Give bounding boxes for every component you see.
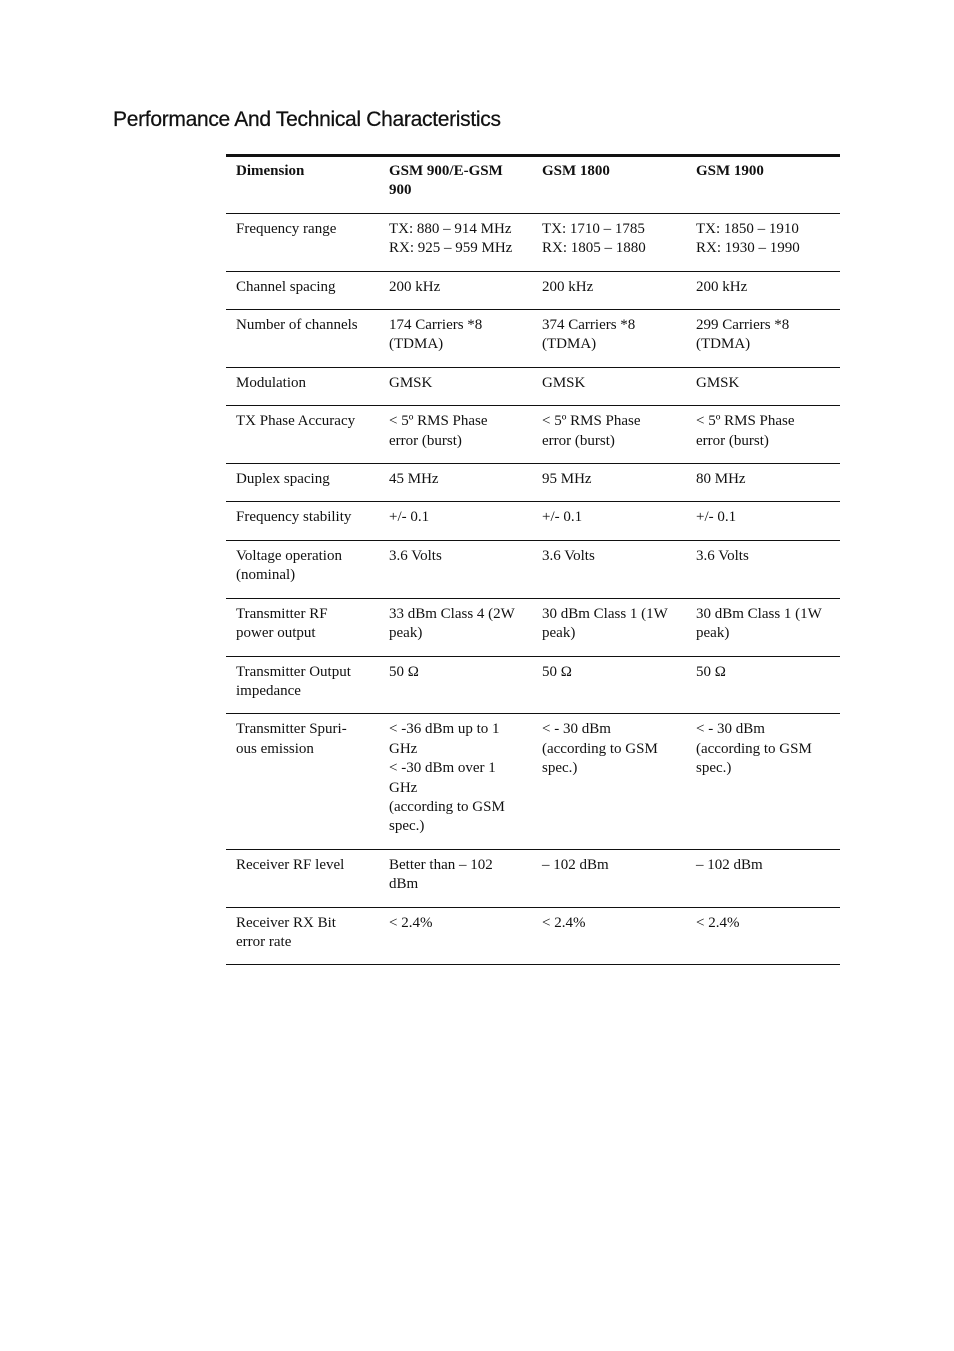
cell-text-line: 30 dBm Class 1 (1W — [542, 605, 668, 622]
cell-text-line: 200 kHz — [542, 278, 594, 295]
cell-gsm-1900 — [686, 714, 840, 849]
table-row — [226, 656, 840, 714]
cell-gsm-1800 — [532, 464, 686, 502]
cell-gsm-1900 — [686, 598, 840, 656]
table-row — [226, 367, 840, 405]
cell-text-line: Receiver RX Bit — [236, 914, 336, 931]
cell-text-line: Frequency range — [236, 220, 337, 237]
cell-gsm-900 — [379, 598, 532, 656]
cell-text-line: 374 Carriers *8 — [542, 317, 636, 334]
cell-text-line: – 102 dBm — [696, 856, 763, 873]
cell-text-line: error (burst) — [389, 432, 462, 449]
cell-text-line: power output — [236, 625, 316, 642]
cell-text-line: 80 MHz — [696, 471, 746, 488]
cell-text-line: 3.6 Volts — [542, 547, 595, 564]
cell-text-line: (according to GSM — [696, 740, 812, 757]
cell-text-line: RX: 1930 – 1990 — [696, 240, 800, 257]
cell-gsm-900 — [379, 849, 532, 907]
cell-text-line: GMSK — [389, 374, 433, 391]
cell-dimension — [226, 367, 379, 405]
cell-gsm-1900 — [686, 849, 840, 907]
cell-text-line: (TDMA) — [542, 336, 597, 353]
cell-text-line: spec.) — [389, 818, 425, 835]
cell-text-line: Channel spacing — [236, 278, 336, 295]
cell-text-line: RX: 1805 – 1880 — [542, 240, 646, 257]
cell-text-line: 174 Carriers *8 — [389, 317, 483, 334]
cell-text-line: < -30 dBm over 1 — [389, 760, 496, 777]
cell-text-line: Duplex spacing — [236, 471, 330, 488]
cell-text-line: < - 30 dBm — [696, 721, 765, 738]
cell-dimension — [226, 656, 379, 714]
table-row — [226, 464, 840, 502]
cell-text-line: 299 Carriers *8 — [696, 317, 790, 334]
cell-text-line: peak) — [389, 625, 423, 642]
cell-text-line: (according to GSM — [542, 740, 658, 757]
cell-text-line: < 5º RMS Phase — [696, 413, 795, 430]
cell-dimension — [226, 271, 379, 309]
cell-gsm-1800 — [532, 271, 686, 309]
cell-text-line: Receiver RF level — [236, 856, 345, 873]
cell-text-line: ous emission — [236, 740, 314, 757]
table-row — [226, 907, 840, 965]
cell-text-line: error (burst) — [696, 432, 769, 449]
cell-text-line: – 102 dBm — [542, 856, 609, 873]
cell-text-line: 50 Ω — [389, 663, 419, 680]
cell-text-line: GHz — [389, 779, 418, 796]
cell-text-line: (according to GSM — [389, 798, 505, 815]
cell-gsm-900 — [379, 656, 532, 714]
cell-dimension — [226, 907, 379, 965]
cell-text-line: error rate — [236, 933, 292, 950]
cell-gsm-1900 — [686, 502, 840, 540]
cell-gsm-1800 — [532, 502, 686, 540]
cell-text-line: GHz — [389, 740, 418, 757]
cell-text-line: Transmitter Spuri- — [236, 721, 347, 738]
table-row — [226, 849, 840, 907]
cell-dimension — [226, 310, 379, 368]
cell-text-line: RX: 925 – 959 MHz — [389, 240, 513, 257]
cell-text-line: 50 Ω — [696, 663, 726, 680]
cell-text-line: < -36 dBm up to 1 — [389, 721, 500, 738]
table-row — [226, 213, 840, 271]
cell-gsm-1900 — [686, 271, 840, 309]
cell-text-line: +/- 0.1 — [542, 509, 583, 526]
table-row — [226, 271, 840, 309]
cell-text-line: (TDMA) — [389, 336, 444, 353]
cell-gsm-900 — [379, 310, 532, 368]
cell-text-line: error (burst) — [542, 432, 615, 449]
cell-text-line: spec.) — [542, 760, 578, 777]
cell-text-line: TX Phase Accuracy — [236, 413, 356, 430]
cell-text-line: TX: 1710 – 1785 — [542, 220, 645, 237]
specifications-table — [226, 154, 840, 965]
cell-text-line: Transmitter RF — [236, 605, 328, 622]
cell-text-line: < 5º RMS Phase — [542, 413, 641, 430]
cell-dimension — [226, 598, 379, 656]
cell-text-line: < 2.4% — [542, 914, 586, 931]
cell-text-line: TX: 1850 – 1910 — [696, 220, 799, 237]
cell-gsm-1900 — [686, 540, 840, 598]
cell-gsm-1800 — [532, 907, 686, 965]
cell-gsm-1900 — [686, 367, 840, 405]
cell-dimension — [226, 213, 379, 271]
cell-text-line: TX: 880 – 914 MHz — [389, 220, 512, 237]
cell-gsm-1800 — [532, 213, 686, 271]
cell-gsm-1800 — [532, 714, 686, 849]
cell-text-line: 50 Ω — [542, 663, 572, 680]
cell-text-line: GMSK — [696, 374, 740, 391]
cell-text-line: Transmitter Output — [236, 663, 351, 680]
cell-gsm-900 — [379, 540, 532, 598]
cell-text-line: 200 kHz — [389, 278, 441, 295]
table-row — [226, 310, 840, 368]
cell-gsm-900 — [379, 907, 532, 965]
cell-dimension — [226, 406, 379, 464]
cell-gsm-900 — [379, 464, 532, 502]
cell-text-line: impedance — [236, 682, 301, 699]
header-dimension: Dimension — [236, 163, 305, 179]
cell-text-line: Frequency stability — [236, 509, 352, 526]
table-row — [226, 714, 840, 849]
cell-gsm-1900 — [686, 406, 840, 464]
cell-gsm-1800 — [532, 406, 686, 464]
cell-text-line: 30 dBm Class 1 (1W — [696, 605, 822, 622]
cell-text-line: 3.6 Volts — [696, 547, 749, 564]
cell-text-line: GMSK — [542, 374, 586, 391]
cell-gsm-900 — [379, 367, 532, 405]
cell-dimension — [226, 502, 379, 540]
page-title: Performance And Technical Characteristics — [113, 108, 501, 131]
table-row — [226, 406, 840, 464]
cell-text-line: < 2.4% — [389, 914, 433, 931]
cell-text-line: < 2.4% — [696, 914, 740, 931]
cell-text-line: spec.) — [696, 760, 732, 777]
cell-text-line: 45 MHz — [389, 471, 439, 488]
cell-gsm-1900 — [686, 213, 840, 271]
cell-gsm-1800 — [532, 540, 686, 598]
cell-dimension — [226, 714, 379, 849]
cell-gsm-900 — [379, 406, 532, 464]
header-gsm-900: GSM 900/E-GSM 900 — [389, 163, 503, 199]
cell-text-line: < 5º RMS Phase — [389, 413, 488, 430]
cell-text-line: (TDMA) — [696, 336, 751, 353]
header-gsm-1800: GSM 1800 — [542, 163, 610, 179]
cell-text-line: 200 kHz — [696, 278, 748, 295]
cell-text-line: 95 MHz — [542, 471, 592, 488]
cell-gsm-1900 — [686, 907, 840, 965]
cell-text-line: 3.6 Volts — [389, 547, 442, 564]
cell-gsm-900 — [379, 213, 532, 271]
cell-dimension — [226, 540, 379, 598]
table-row — [226, 598, 840, 656]
cell-text-line: dBm — [389, 876, 419, 893]
cell-text-line: +/- 0.1 — [389, 509, 430, 526]
cell-dimension — [226, 849, 379, 907]
table-body — [226, 213, 840, 965]
cell-text-line: +/- 0.1 — [696, 509, 737, 526]
table-header-row — [226, 156, 840, 214]
cell-gsm-1800 — [532, 598, 686, 656]
cell-text-line: peak) — [696, 625, 730, 642]
cell-gsm-1800 — [532, 310, 686, 368]
cell-dimension — [226, 464, 379, 502]
table-row — [226, 540, 840, 598]
cell-gsm-1800 — [532, 849, 686, 907]
header-gsm-1900: GSM 1900 — [696, 163, 764, 179]
cell-text-line: < - 30 dBm — [542, 721, 611, 738]
cell-gsm-1900 — [686, 656, 840, 714]
cell-text-line: Voltage operation — [236, 547, 342, 564]
cell-gsm-900 — [379, 502, 532, 540]
cell-text-line: Better than – 102 — [389, 856, 493, 873]
cell-gsm-900 — [379, 271, 532, 309]
cell-text-line: Modulation — [236, 374, 306, 391]
cell-text-line: 33 dBm Class 4 (2W — [389, 605, 515, 622]
cell-gsm-1900 — [686, 310, 840, 368]
cell-gsm-1800 — [532, 367, 686, 405]
cell-text-line: (nominal) — [236, 567, 296, 584]
cell-text-line: peak) — [542, 625, 576, 642]
table-row — [226, 502, 840, 540]
cell-text-line: Number of channels — [236, 317, 358, 334]
cell-gsm-1900 — [686, 464, 840, 502]
cell-gsm-1800 — [532, 656, 686, 714]
cell-gsm-900 — [379, 714, 532, 849]
